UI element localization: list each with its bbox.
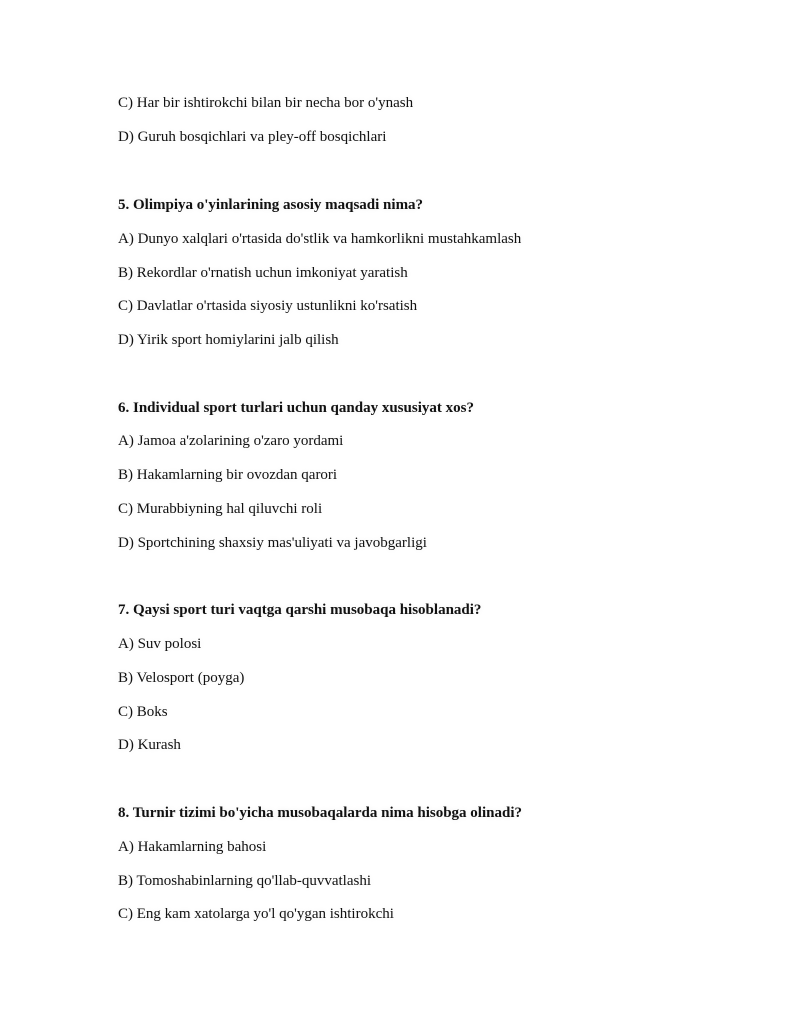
question-7-option-b: B) Velosport (poyga) [118, 670, 245, 686]
question-5-option-c: C) Davlatlar o'rtasida siyosiy ustunlikni ko'rsatish [118, 298, 418, 314]
question-7-option-a: A) Suv polosi [118, 636, 202, 652]
option-d: D) Guruh bosqichlari va pley-off bosqichlari [118, 129, 387, 145]
question-6-option-d: D) Sportchining shaxsiy mas'uliyati va javobgarligi [118, 535, 427, 551]
question-5: 5. Olimpiya o'yinlarining asosiy maqsadi nima? [118, 197, 424, 213]
question-8-option-b: B) Tomoshabinlarning qo'llab-quvvatlashi [118, 873, 372, 889]
question-6: 6. Individual sport turlari uchun qanday xususiyat xos? [118, 400, 474, 416]
question-7-option-c: C) Boks [118, 704, 168, 720]
option-c: C) Har bir ishtirokchi bilan bir necha bor o'ynash [118, 95, 414, 111]
question-6-option-c: C) Murabbiyning hal qiluvchi roli [118, 501, 323, 517]
question-8: 8. Turnir tizimi bo'yicha musobaqalarda nima hisobga olinadi? [118, 805, 522, 821]
question-8-option-c: C) Eng kam xatolarga yo'l qo'ygan ishtirokchi [118, 906, 394, 922]
question-7-option-d: D) Kurash [118, 737, 181, 753]
question-6-option-b: B) Hakamlarning bir ovozdan qarori [118, 467, 338, 483]
question-8-option-a: A) Hakamlarning bahosi [118, 839, 267, 855]
question-7: 7. Qaysi sport turi vaqtga qarshi musobaqa hisoblanadi? [118, 602, 482, 618]
question-6-option-a: A) Jamoa a'zolarining o'zaro yordami [118, 433, 344, 449]
question-5-option-a: A) Dunyo xalqlari o'rtasida do'stlik va hamkorlikni mustahkamlash [118, 231, 522, 247]
question-5-option-b: B) Rekordlar o'rnatish uchun imkoniyat yaratish [118, 265, 408, 281]
question-5-option-d: D) Yirik sport homiylarini jalb qilish [118, 332, 339, 348]
